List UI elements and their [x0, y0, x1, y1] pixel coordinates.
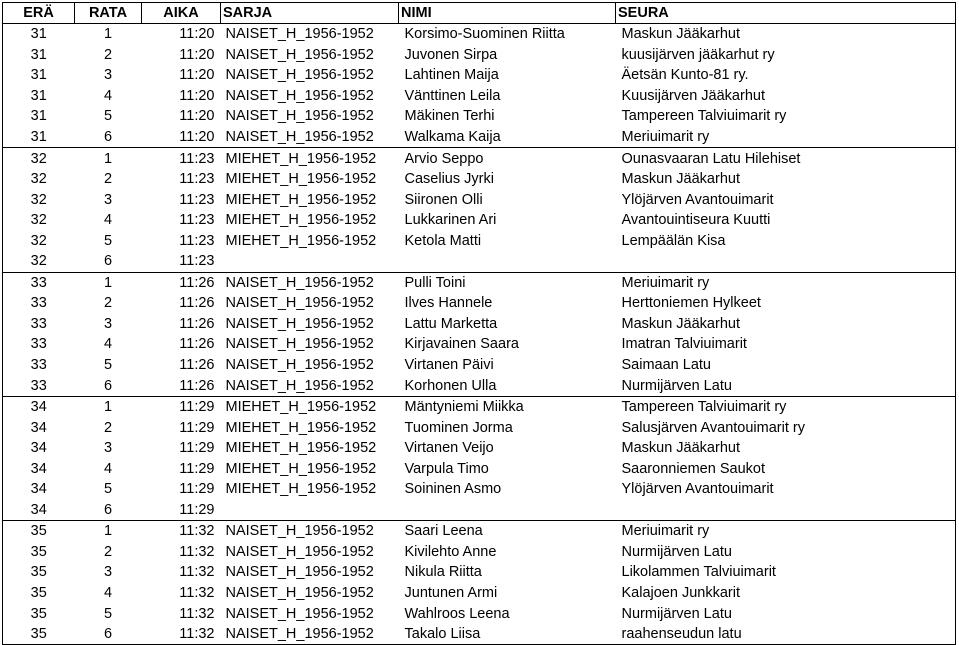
start-list-table [2, 2, 956, 645]
cell-nimi: Mäkinen Terhi [404, 108, 495, 125]
cell-era: 33 [3, 334, 75, 355]
cell-era: 32 [3, 148, 75, 169]
table-row [3, 230, 956, 251]
cell-seura: Tampereen Talviuimarit ry [616, 106, 956, 127]
cell-nimi: Virtanen Veijo [404, 440, 494, 457]
cell-era: 34 [3, 417, 75, 438]
cell-rata: 2 [103, 419, 113, 436]
cell-era: 35 [3, 624, 75, 645]
table-row [3, 458, 956, 479]
cell-sarja [221, 500, 399, 521]
cell-sarja: NAISET_H_1956-1952 [225, 295, 374, 312]
cell-seura: Saaronniemen Saukot [616, 458, 956, 479]
cell-era: 31 [3, 106, 75, 127]
cell-aika: 11:20 [142, 24, 221, 45]
cell-rata: 1 [75, 396, 142, 417]
cell-rata: 5 [103, 232, 113, 249]
cell-aika: 11:26 [179, 295, 215, 312]
cell-aika: 11:20 [179, 129, 215, 145]
cell-era: 31 [3, 45, 75, 66]
cell-rata: 5 [103, 108, 113, 125]
cell-aika: 11:29 [179, 501, 215, 518]
cell-era: 32 [3, 251, 75, 272]
cell-aika: 11:20 [179, 46, 215, 63]
cell-nimi: Tuominen Jorma [404, 419, 513, 436]
cell-seura: Saimaan Latu [616, 355, 956, 376]
cell-seura: Nurmijärven Latu [616, 603, 956, 624]
header-seura: SEURA [616, 3, 956, 24]
cell-nimi: Juntunen Armi [404, 585, 498, 602]
cell-sarja: NAISET_H_1956-1952 [225, 543, 374, 560]
table-row [3, 189, 956, 210]
cell-rata: 1 [75, 272, 142, 293]
table-row [3, 24, 956, 45]
cell-rata: 1 [75, 148, 142, 169]
cell-sarja: MIEHET_H_1956-1952 [225, 171, 377, 188]
cell-aika: 11:32 [179, 605, 215, 622]
cell-sarja: NAISET_H_1956-1952 [221, 272, 399, 293]
cell-sarja [221, 251, 399, 272]
cell-rata: 1 [75, 24, 142, 45]
cell-seura: Meriuimarit ry [616, 272, 956, 293]
cell-nimi: Pulli Toini [399, 272, 616, 293]
cell-nimi [399, 251, 616, 272]
cell-aika: 11:32 [142, 521, 221, 542]
table-row [3, 272, 956, 293]
cell-sarja: NAISET_H_1956-1952 [225, 108, 374, 125]
cell-sarja: NAISET_H_1956-1952 [221, 521, 399, 542]
cell-rata: 2 [103, 295, 113, 312]
cell-seura: Ylöjärven Avantouimarit [616, 189, 956, 210]
cell-aika: 11:32 [179, 585, 215, 602]
cell-sarja: MIEHET_H_1956-1952 [225, 481, 377, 498]
cell-sarja: NAISET_H_1956-1952 [225, 129, 374, 145]
cell-era: 32 [3, 230, 75, 251]
cell-sarja: MIEHET_H_1956-1952 [225, 440, 377, 457]
cell-rata: 6 [103, 377, 113, 394]
table-row [3, 583, 956, 604]
cell-nimi: Wahlroos Leena [404, 605, 510, 622]
cell-sarja: NAISET_H_1956-1952 [225, 564, 374, 581]
cell-nimi: Soininen Asmo [404, 481, 502, 498]
cell-aika: 11:23 [179, 191, 215, 208]
cell-nimi: Varpula Timo [404, 460, 489, 477]
cell-seura: Herttoniemen Hylkeet [616, 293, 956, 314]
cell-rata: 3 [103, 315, 113, 332]
table-row [3, 542, 956, 563]
cell-sarja: NAISET_H_1956-1952 [225, 46, 374, 63]
cell-rata: 2 [103, 543, 113, 560]
table-row [3, 65, 956, 86]
cell-seura: raahenseudun latu [616, 624, 956, 645]
cell-nimi: Takalo Liisa [399, 624, 616, 645]
cell-sarja: MIEHET_H_1956-1952 [221, 396, 399, 417]
header-row [3, 3, 956, 24]
cell-rata: 5 [103, 605, 113, 622]
table-row [3, 521, 956, 542]
cell-seura: Likolammen Talviuimarit [616, 562, 956, 583]
cell-rata: 4 [103, 87, 113, 104]
cell-aika: 11:26 [142, 272, 221, 293]
cell-seura: Avantouintiseura Kuutti [616, 210, 956, 231]
cell-sarja: NAISET_H_1956-1952 [225, 87, 374, 104]
cell-sarja: MIEHET_H_1956-1952 [225, 212, 377, 229]
cell-sarja: MIEHET_H_1956-1952 [225, 419, 377, 436]
cell-seura: Ounasvaaran Latu Hilehiset [616, 148, 956, 169]
cell-aika: 11:29 [179, 460, 215, 477]
cell-aika: 11:26 [179, 315, 215, 332]
cell-rata: 6 [103, 501, 113, 518]
cell-seura: Imatran Talviuimarit [616, 334, 956, 355]
table-row [3, 314, 956, 335]
cell-sarja: MIEHET_H_1956-1952 [225, 460, 377, 477]
cell-nimi: Lattu Marketta [404, 315, 498, 332]
table-row [3, 396, 956, 417]
table-row [3, 106, 956, 127]
cell-aika: 11:20 [179, 67, 215, 84]
cell-era: 31 [3, 65, 75, 86]
cell-rata: 4 [103, 585, 113, 602]
cell-aika: 11:32 [142, 624, 221, 645]
cell-seura: Kalajoen Junkkarit [616, 583, 956, 604]
cell-era: 34 [3, 458, 75, 479]
cell-aika: 11:26 [179, 336, 215, 353]
cell-rata: 5 [103, 481, 113, 498]
header-nimi: NIMI [399, 3, 616, 24]
cell-aika: 11:23 [179, 171, 215, 188]
cell-aika: 11:29 [179, 419, 215, 436]
cell-seura: Kuusijärven Jääkarhut [616, 86, 956, 107]
cell-era: 35 [3, 542, 75, 563]
cell-sarja: NAISET_H_1956-1952 [221, 24, 399, 45]
cell-aika: 11:29 [142, 396, 221, 417]
table-row [3, 210, 956, 231]
cell-era: 35 [3, 562, 75, 583]
cell-nimi: Kivilehto Anne [404, 543, 497, 560]
cell-rata: 3 [103, 191, 113, 208]
cell-nimi: Korhonen Ulla [404, 377, 497, 394]
cell-era: 32 [3, 189, 75, 210]
header-sarja: SARJA [221, 3, 399, 24]
cell-era: 33 [3, 314, 75, 335]
table-row [3, 148, 956, 169]
table-row [3, 603, 956, 624]
table-row [3, 86, 956, 107]
cell-nimi: Virtanen Päivi [404, 357, 494, 374]
cell-rata: 4 [103, 336, 113, 353]
header-era: ERÄ [3, 3, 75, 24]
cell-aika: 11:20 [179, 87, 215, 104]
cell-sarja: MIEHET_H_1956-1952 [225, 232, 377, 249]
table-row [3, 417, 956, 438]
cell-era: 31 [3, 24, 75, 45]
cell-nimi: Mäntyniemi Miikka [399, 396, 616, 417]
cell-seura: kuusijärven jääkarhut ry [616, 45, 956, 66]
table-row [3, 251, 956, 272]
cell-era: 35 [3, 521, 75, 542]
cell-era: 33 [3, 272, 75, 293]
cell-rata: 3 [103, 67, 113, 84]
cell-sarja: NAISET_H_1956-1952 [225, 377, 374, 394]
table-row [3, 479, 956, 500]
table-row [3, 562, 956, 583]
cell-seura: Tampereen Talviuimarit ry [616, 396, 956, 417]
cell-nimi [399, 500, 616, 521]
table-row [3, 500, 956, 521]
cell-rata: 4 [103, 212, 113, 229]
cell-rata: 6 [75, 624, 142, 645]
cell-rata: 5 [103, 357, 113, 374]
cell-nimi: Walkama Kaija [404, 129, 501, 145]
cell-aika: 11:23 [179, 253, 215, 270]
cell-era: 33 [3, 375, 75, 396]
cell-aika: 11:26 [179, 357, 215, 374]
cell-seura: Maskun Jääkarhut [616, 169, 956, 190]
cell-nimi: Arvio Seppo [399, 148, 616, 169]
cell-seura: Nurmijärven Latu [616, 542, 956, 563]
cell-seura: Meriuimarit ry [616, 127, 956, 148]
cell-sarja: NAISET_H_1956-1952 [225, 605, 374, 622]
cell-era: 34 [3, 500, 75, 521]
cell-era: 32 [3, 169, 75, 190]
cell-aika: 11:32 [179, 564, 215, 581]
cell-rata: 4 [103, 460, 113, 477]
cell-aika: 11:23 [179, 212, 215, 229]
cell-seura: Lempäälän Kisa [616, 230, 956, 251]
cell-era: 35 [3, 603, 75, 624]
cell-rata: 1 [75, 521, 142, 542]
cell-aika: 11:23 [142, 148, 221, 169]
cell-aika: 11:20 [179, 108, 215, 125]
cell-seura [616, 251, 956, 272]
cell-aika: 11:26 [179, 377, 215, 394]
header-rata: RATA [75, 3, 142, 24]
cell-sarja: MIEHET_H_1956-1952 [225, 191, 377, 208]
cell-nimi: Caselius Jyrki [404, 171, 494, 188]
cell-nimi: Korsimo-Suominen Riitta [399, 24, 616, 45]
cell-seura: Ylöjärven Avantouimarit [616, 479, 956, 500]
cell-era: 31 [3, 86, 75, 107]
table-row [3, 375, 956, 396]
cell-nimi: Ilves Hannele [404, 295, 493, 312]
table-row [3, 293, 956, 314]
table-row [3, 45, 956, 66]
cell-seura: Äetsän Kunto-81 ry. [616, 65, 956, 86]
cell-sarja: NAISET_H_1956-1952 [225, 315, 374, 332]
cell-seura: Salusjärven Avantouimarit ry [616, 417, 956, 438]
cell-sarja: NAISET_H_1956-1952 [225, 585, 374, 602]
cell-sarja: NAISET_H_1956-1952 [221, 624, 399, 645]
cell-rata: 2 [103, 171, 113, 188]
cell-era: 35 [3, 583, 75, 604]
cell-sarja: NAISET_H_1956-1952 [225, 67, 374, 84]
table-row [3, 438, 956, 459]
cell-aika: 11:32 [179, 543, 215, 560]
cell-aika: 11:29 [179, 440, 215, 457]
table-body [3, 24, 956, 645]
cell-nimi: Siironen Olli [404, 191, 483, 208]
cell-seura: Nurmijärven Latu [616, 375, 956, 396]
cell-seura: Maskun Jääkarhut [616, 24, 956, 45]
table-row [3, 169, 956, 190]
cell-sarja: NAISET_H_1956-1952 [225, 357, 374, 374]
cell-era: 31 [3, 127, 75, 148]
cell-nimi: Nikula Riitta [404, 564, 482, 581]
cell-rata: 6 [103, 253, 113, 270]
cell-nimi: Lahtinen Maija [404, 67, 499, 84]
cell-era: 34 [3, 396, 75, 417]
cell-nimi: Juvonen Sirpa [404, 46, 498, 63]
cell-aika: 11:29 [179, 481, 215, 498]
cell-era: 33 [3, 355, 75, 376]
cell-seura: Meriuimarit ry [616, 521, 956, 542]
cell-rata: 3 [103, 564, 113, 581]
cell-sarja: NAISET_H_1956-1952 [225, 336, 374, 353]
header-aika: AIKA [142, 3, 221, 24]
cell-seura: Maskun Jääkarhut [616, 314, 956, 335]
cell-aika: 11:23 [179, 232, 215, 249]
cell-sarja: MIEHET_H_1956-1952 [221, 148, 399, 169]
cell-era: 34 [3, 479, 75, 500]
cell-era: 34 [3, 438, 75, 459]
cell-rata: 3 [103, 440, 113, 457]
cell-seura [616, 500, 956, 521]
cell-seura: Maskun Jääkarhut [616, 438, 956, 459]
cell-rata: 2 [103, 46, 113, 63]
table-row [3, 127, 956, 148]
cell-era: 33 [3, 293, 75, 314]
cell-era: 32 [3, 210, 75, 231]
cell-nimi: Saari Leena [399, 521, 616, 542]
cell-nimi: Kirjavainen Saara [404, 336, 519, 353]
cell-nimi: Ketola Matti [404, 232, 482, 249]
table-row [3, 624, 956, 645]
cell-rata: 6 [103, 129, 113, 145]
table-row [3, 334, 956, 355]
cell-nimi: Vänttinen Leila [404, 87, 501, 104]
table-row [3, 355, 956, 376]
cell-nimi: Lukkarinen Ari [404, 212, 497, 229]
